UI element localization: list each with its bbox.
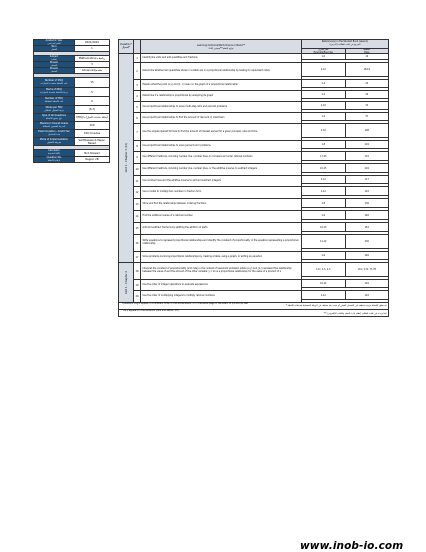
info-label: Subject المادة [34, 56, 74, 61]
outcome-row [134, 176, 388, 187]
page-ref: 136 [345, 199, 389, 207]
info-row [34, 97, 110, 106]
outcome-number: 20 [134, 291, 141, 302]
question-header-en: Question* [120, 42, 132, 46]
row-spacer [302, 148, 388, 151]
info-row [34, 138, 110, 146]
page-ref: 37 [345, 113, 389, 120]
outcome-text: Show and find the relationship between ordering fractions [141, 199, 302, 210]
page-ref: 136 [345, 235, 389, 248]
outcome-row [134, 211, 388, 223]
info-label: Term الفصل [34, 46, 74, 51]
outcome-text: Use proportional relationships to solve percent error problems [141, 141, 302, 151]
row-spacer [302, 195, 388, 198]
info-label: Stream المسار [34, 68, 74, 73]
info-label: Exam Duration - Credit Tier مدة الامتحان [34, 130, 74, 137]
example-ref: 11-12 [320, 240, 327, 243]
reference-header-ar: المرجع في كتاب الطالب (الدرس) [329, 42, 361, 46]
info-label: Marks per FRQ درجة السؤال المقالي [34, 106, 74, 113]
page-ref: 108 [345, 124, 389, 137]
row-spacer [302, 98, 388, 101]
strand-label: Unit 1 - Chapter 2 [119, 263, 133, 302]
info-label: Type of All Questions نوع جميع الأسئلة [34, 114, 74, 121]
example-ref: 1-6 [321, 213, 326, 217]
outcome-row [134, 141, 388, 152]
outcome-text: Use proportional relationships to find the amount of discount or markdown [141, 113, 302, 123]
reference-header [302, 40, 388, 53]
question-header-ar: السؤال* [121, 45, 131, 49]
example-ref: 1-10 [320, 104, 326, 107]
row-spacer [302, 276, 388, 279]
outcome-header-en: Learning Outcome/Performance Criteria** [196, 43, 246, 47]
example-ref: 1-12 [320, 68, 326, 71]
outcome-number: 3 [134, 80, 141, 90]
outcome-header [141, 40, 302, 53]
outcome-text: Interpret the constant of proportionality (unit rate) in the context of real-world problems where (x,y) and (1,r) represent the relationship between the value of and the amount of the other variable: y = kx is a proportional relationship for the value of a product of x [141, 263, 302, 279]
exam-info-panel [33, 39, 110, 163]
row-spacer [302, 259, 388, 262]
info-label: Marks of MCQ درجة الأسئلة متعددة الخيارات [34, 88, 74, 96]
table-header [119, 40, 388, 54]
example-ref: 1-4 [321, 115, 326, 118]
info-row [34, 88, 110, 97]
outcome-text: Use the order of integer operations to evaluate expressions [141, 280, 302, 290]
outcome-text: Use the order of multiplying integers to multiply rational numbers [141, 291, 302, 302]
page-ref: 131 / 131, 77-78 [345, 263, 389, 276]
outcome-row [134, 80, 388, 91]
info-row [34, 157, 110, 163]
outcome-row [134, 252, 388, 263]
outcome-header-ar: نواتج التعلم**/معايير الأداء [208, 46, 234, 50]
strand-column [119, 54, 134, 302]
info-value: Not Allowed [74, 150, 109, 156]
row-spacer [302, 109, 388, 112]
info-label: Maximum Overall Grade الدرجة القصوى الممكنة [34, 122, 74, 129]
info-value: 15 [74, 78, 109, 87]
outcome-row [134, 223, 388, 235]
example-header: مثال/تمرين Example/Exercise [313, 48, 333, 54]
number-header [134, 40, 141, 53]
example-ref: 1-10 [320, 129, 326, 132]
outcome-row [134, 91, 388, 102]
example-ref: 1-12 [320, 189, 326, 193]
outcome-text: Use proportional relationships to solve multi-step ratio and percent problems [141, 102, 302, 112]
outcome-text: Use different methods, including number line, number lines, or the additive inverse, to subtract integers [141, 164, 302, 175]
outcome-number: 19 [134, 280, 141, 290]
info-value: 1 [74, 46, 109, 51]
page-header: الصفحة Page [345, 49, 389, 55]
info-label: Stream المسار [34, 62, 74, 67]
page-ref: 146 [345, 252, 389, 259]
outcome-text: Find the additive inverse of a rational number [141, 211, 302, 222]
note: ** As it appears in the textbook (LMS and eBook, LTF) ** كما وردت في كتاب الطالب (نظام إدارة التعلم والكتاب الإلكتروني) [120, 309, 387, 315]
outcome-row [134, 152, 388, 164]
outcome-number: 8 [134, 141, 141, 151]
example-ref: 17-23 [320, 154, 327, 158]
info-label: Calculator الآلة الحاسبة [34, 150, 74, 156]
page-ref: 146 [345, 211, 389, 219]
outcome-number: 14 [134, 211, 141, 222]
row-spacer [302, 248, 388, 251]
outcome-row [134, 291, 388, 302]
info-value: 2021/2022 [74, 40, 109, 45]
info-label: Number of MCQ عدد الأسئلة متعددة الخيارات [34, 78, 74, 87]
info-label: Mode of Implementation طريقة التطبيق [34, 138, 74, 145]
row-spacer [302, 76, 388, 79]
example-ref: 10-15 [320, 166, 327, 170]
outcome-text: Determine if a relationship is proportional by analyzing its graph [141, 91, 302, 101]
outcome-number: 11 [134, 176, 141, 186]
outcome-row [134, 63, 388, 80]
info-value: SwiftAssess & Paper-Based [74, 138, 109, 145]
outcome-number: 13 [134, 199, 141, 210]
info-row [34, 122, 110, 130]
outcome-number: 18 [134, 263, 141, 279]
info-row [34, 106, 110, 114]
info-value: Region 2B [74, 157, 109, 162]
example-ref: 1-4 [321, 82, 326, 85]
example-ref: 1-6 [321, 254, 326, 257]
info-value: (6-7) [74, 106, 109, 113]
outcome-row [134, 199, 388, 211]
outcome-number: 9 [134, 152, 141, 163]
outcome-number: 5 [134, 102, 141, 112]
outcome-text: Write equations to represent proportional relationships and identify the constant of proportionality in the equation representing a proportional relationship [141, 235, 302, 251]
page-ref: 131 [345, 152, 389, 160]
row-spacer [302, 183, 388, 186]
page-ref: 152 [345, 223, 389, 231]
outcome-rows [134, 54, 388, 302]
row-spacer [302, 287, 388, 290]
outcome-row [134, 235, 388, 252]
example-ref: 1-12 [320, 178, 326, 181]
outcome-text: Use the simple interest formula to find the amount of interest earned for a given principal, rate and time [141, 124, 302, 140]
outcome-number: 7 [134, 124, 141, 140]
page-ref: 116 [345, 141, 389, 148]
outcome-number: 15 [134, 223, 141, 234]
page-ref: 116 [345, 187, 389, 195]
info-row [34, 78, 110, 88]
info-row [34, 130, 110, 138]
reference-header-en: Reference(s) in the Student Book (Lesson) [321, 40, 369, 43]
outcome-text: Explain what the point (x,y) and (1, r) mean on the graph of a proportional relationship [141, 80, 302, 90]
outcome-row [134, 54, 388, 63]
example-ref: 1-6 [321, 55, 326, 58]
page-ref: 116 [345, 291, 389, 299]
outcome-row [134, 113, 388, 124]
info-value: 0 [74, 97, 109, 105]
page-ref: 18-19 [345, 63, 389, 76]
outcome-text: Determine whether two quantities shown in a table are in a proportional relationship by testing for equivalent ratios [141, 63, 302, 79]
row-spacer [302, 172, 388, 175]
info-value: 5 [74, 88, 109, 96]
info-row [34, 114, 110, 122]
row-spacer [302, 120, 388, 123]
outcome-number: 2 [134, 63, 141, 79]
info-value: Advanced/متقدم [74, 68, 109, 73]
outcome-number: 17 [134, 252, 141, 262]
outcome-number: 12 [134, 187, 141, 198]
outcome-text: Use different methods, including number line, number lines, to compare and order rational numbers [141, 152, 302, 163]
outcome-row [134, 102, 388, 113]
page-ref: 116 [345, 164, 389, 172]
example-ref: 10-13 [320, 225, 327, 229]
example-ref: 1-8 [321, 201, 326, 205]
outcome-number: 10 [134, 164, 141, 175]
question-header [119, 40, 134, 53]
outcome-row [134, 124, 388, 141]
info-label: Academic Year العام الدراسي [34, 40, 74, 45]
outcome-number: 6 [134, 113, 141, 123]
info-value: 3 [74, 62, 109, 67]
example-ref: 10-14 [320, 282, 327, 285]
outcome-number: 1 [134, 54, 141, 62]
example-ref: 1-6 / 1-3, 1-3 [316, 268, 331, 271]
row-spacer [302, 59, 388, 62]
outcome-row [134, 164, 388, 176]
example-ref: 1-4 [321, 93, 326, 96]
outcome-text: Identify like units and add quantities and fractions [141, 54, 302, 62]
outcome-number: 16 [134, 235, 141, 251]
page-ref: 24 [345, 91, 389, 98]
outcome-number: 4 [134, 91, 141, 101]
outcome-row [134, 263, 388, 280]
page-ref: 31 [345, 102, 389, 109]
outcome-text: Solve problems involving proportional relationships by creating a table, using a graph, or writing an equation [141, 252, 302, 262]
row-spacer [302, 87, 388, 90]
info-value: MCQ/أسئلة متعددة الخيارات [74, 114, 109, 121]
info-value: 100 [74, 122, 109, 129]
row-spacer [302, 219, 388, 222]
info-value: Mathematics/رياضيات [74, 56, 109, 61]
info-label: Question IDs أرقام الأسئلة [34, 157, 74, 162]
page-ref: 116 [345, 280, 389, 287]
page-ref: 14 [345, 54, 389, 59]
info-value: 150 minutes [74, 130, 109, 137]
notes-section [118, 302, 389, 317]
row-spacer [302, 207, 388, 210]
strand-label: Unit 1 - Chapter 1 (12) [119, 54, 133, 263]
page-ref: 117 [345, 176, 389, 183]
note: * Questions might appear in a different order in the actual exam, or in the same page in the exam of Q1 and Q2 Ref. * قد تظهر الأسئلة بترتيب مختلف في الامتحان الفعلي أو تحت رقم مختلف في الورقة الامتحانية لمدخلات الأسئلة [119, 302, 388, 310]
info-label: Number of FRQ عدد الأسئلة المقالية [34, 97, 74, 105]
outcome-row [134, 280, 388, 291]
row-spacer [302, 137, 388, 140]
outcome-text: Add and subtract fractions by splitting the addition of parts [141, 223, 302, 234]
page-ref: 24 [345, 80, 389, 87]
example-ref: 1-8 [321, 143, 326, 146]
learning-outcomes-table [118, 39, 389, 303]
outcome-text: Use number lines and the additive inverse to add and subtract integers [141, 176, 302, 186]
row-spacer [302, 160, 388, 163]
outcome-text: Use a model to multiply two numbers in fraction form [141, 187, 302, 198]
outcome-row [134, 187, 388, 199]
row-spacer [302, 231, 388, 234]
example-ref: 1-12 [320, 293, 326, 297]
watermark: www.inob-io.com [300, 540, 404, 552]
